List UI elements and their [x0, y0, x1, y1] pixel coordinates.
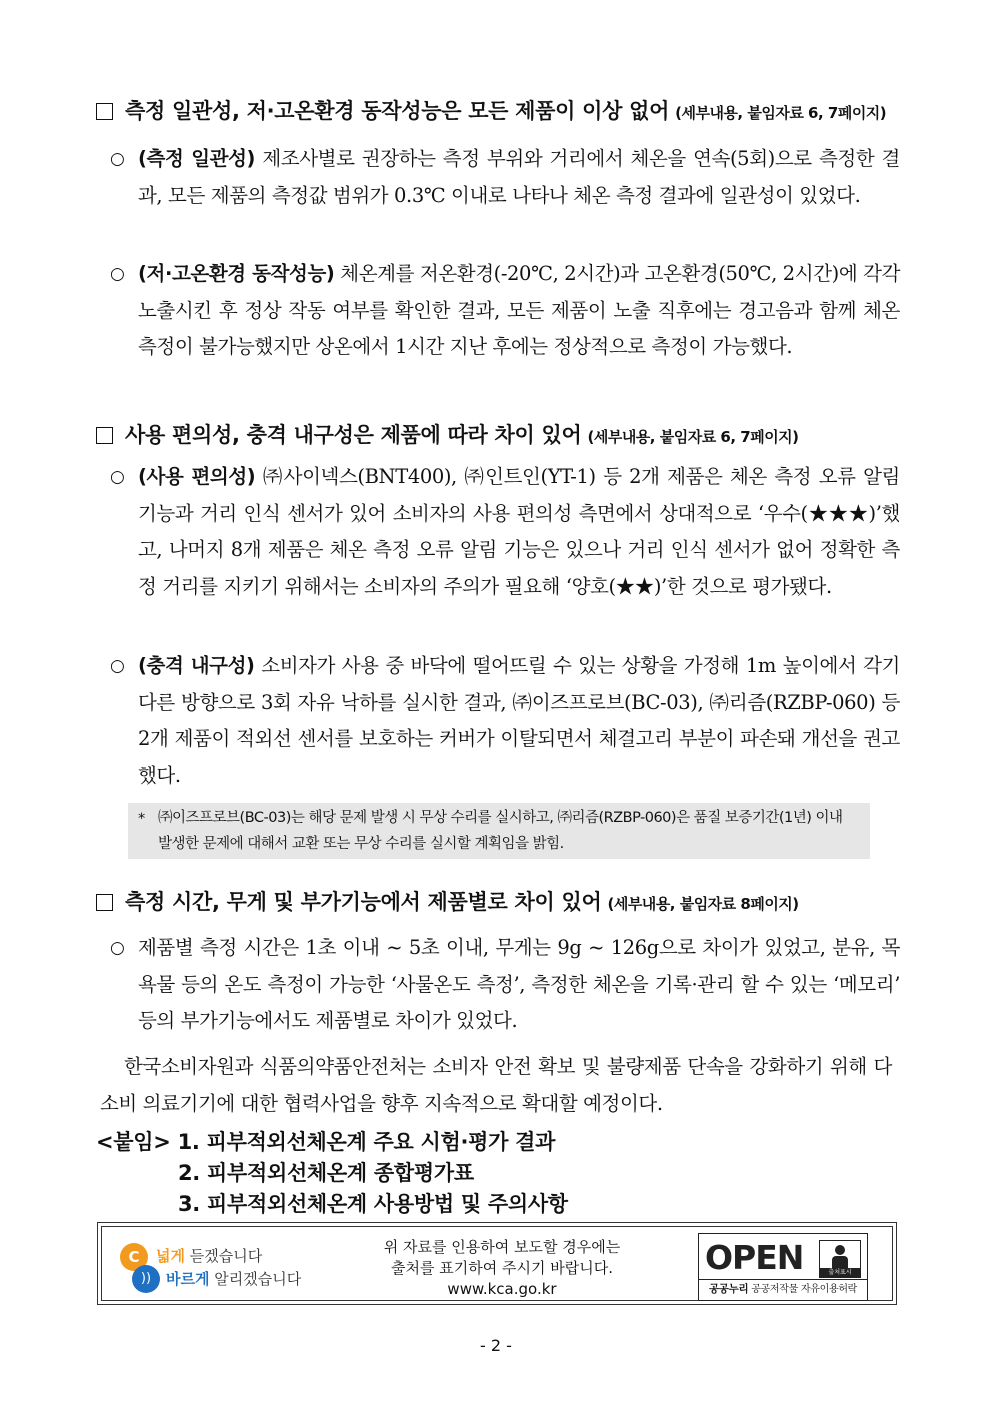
- bullet-item: [110, 256, 900, 366]
- checkbox-square-icon: [96, 103, 113, 120]
- blue-speaker-logo-icon: )): [132, 1265, 160, 1293]
- attachment-item: 3. 피부적외선체온계 사용방법 및 주의사항: [178, 1192, 568, 1216]
- footer-inner-border: [101, 1226, 893, 1301]
- circle-bullet-icon: ○: [110, 264, 125, 284]
- bullet-text: 제조사별로 권장하는 측정 부위와 거리에서 체온을 연속(5회)으로 측정한 결과, 모든 제품의 측정값 범위가 0.3℃ 이내로 나타나 체온 측정 결과에 일관성이 있었다.: [138, 147, 900, 207]
- bullet-item: [110, 930, 900, 1040]
- page-number: - 2 -: [480, 1336, 512, 1355]
- closing-paragraph: 한국소비자원과 식품의약품안전처는 소비자 안전 확보 및 불량제품 단속을 강화하기 위해 다소비 의료기기에 대한 협력사업을 향후 지속적으로 확대할 예정이다.: [100, 1055, 892, 1115]
- section-ref: (세부내용, 붙임자료 8페이지): [607, 895, 799, 913]
- circle-bullet-icon: ○: [110, 149, 125, 169]
- bullet-lead: (측정 일관성): [138, 147, 256, 170]
- kogl-open-license-badge: [698, 1233, 868, 1301]
- section-heading: 측정 일관성, 저·고온환경 동작성능은 모든 제품이 이상 없어 (세부내용, 붙임자료 6, 7페이지): [96, 95, 902, 125]
- open-word: OPEN: [705, 1238, 804, 1277]
- bullet-text: 체온계를 저온환경(-20℃, 2시간)과 고온환경(50℃, 2시간)에 각각 노출시킨 후 정상 작동 여부를 확인한 결과, 모든 제품이 노출 직후에는 경고음과 함께 체온 측정이 불가능했지만 상온에서 1시간 지난 후에는 정상적으로 측정이 가능했다.: [138, 262, 901, 358]
- bullet-text: 소비자가 사용 중 바닥에 떨어뜨릴 수 있는 상황을 가정해 1m 높이에서 각기 다른 방향으로 3회 자유 낙하를 실시한 결과, ㈜이즈프로브(BC-03), ㈜리즘(RZBP-060) 등 2개 제품이 적외선 센서를 보호하는 커버가 이탈되면서 체결고리 부분이 파손돼 개선을 권고했다.: [138, 654, 900, 787]
- bullet-text: 제품별 측정 시간은 1초 이내 ~ 5초 이내, 무게는 9g ~ 126g으로 차이가 있었고, 분유, 목욕물 등의 온도 측정이 가능한 ‘사물온도 측정’, 측정한 체온을 기록·관리 할 수 있는 ‘메모리’ 등의 부가기능에서도 제품별로 차이가 있었다.: [138, 936, 900, 1032]
- section-heading: 사용 편의성, 충격 내구성은 제품에 따라 차이 있어 (세부내용, 붙임자료 6, 7페이지): [96, 419, 902, 449]
- attribution-person-icon: 출처표시: [819, 1240, 861, 1278]
- checkbox-square-icon: [96, 894, 113, 911]
- bullet-item: [110, 141, 900, 214]
- checkbox-square-icon: [96, 427, 113, 444]
- circle-bullet-icon: ○: [110, 656, 125, 676]
- section-ref: (세부내용, 붙임자료 6, 7페이지): [587, 428, 799, 446]
- asterisk-mark: *: [138, 811, 145, 827]
- kca-slogan-logo: C )) 넓게 듣겠습니다 바르게 알리겠습니다: [120, 1241, 320, 1293]
- footer-box: [97, 1222, 897, 1305]
- license-text: 공공누리 공공저작물 자유이용허락: [699, 1279, 867, 1300]
- circle-bullet-icon: ○: [110, 467, 125, 487]
- attachment-item: 1. 피부적외선체온계 주요 시험·평가 결과: [177, 1130, 556, 1154]
- footnote-box: [128, 803, 870, 859]
- section-ref: (세부내용, 붙임자료 6, 7페이지): [675, 104, 887, 122]
- bullet-text: ㈜사이넥스(BNT400), ㈜인트인(YT-1) 등 2개 제품은 체온 측정 오류 알림 기능과 거리 인식 센서가 있어 소비자의 사용 편의성 측면에서 상대적으로 ‘우수(★★★)’했고, 나머지 8개 제품은 체온 측정 오류 알림 기능은 있으나 거리 인식 센서가 없어 정확한 측정 거리를 지키기 위해서는 소비자의 주의가 필요해 ‘양호(★★)’한 것으로 평가됐다.: [138, 465, 900, 598]
- bullet-lead: (사용 편의성): [138, 465, 256, 488]
- attachment-item: 2. 피부적외선체온계 종합평가표: [178, 1161, 474, 1185]
- footnote-text: ㈜이즈프로브(BC-03)는 해당 문제 발생 시 무상 수리를 실시하고, ㈜리즘(RZBP-060)은 품질 보증기간(1년) 이내 발생한 문제에 대해서 교환 또는 무상 수리를 실시할 계획임을 밝힘.: [158, 810, 843, 852]
- bullet-item: [110, 648, 900, 794]
- orange-c-logo-icon: C: [120, 1243, 148, 1271]
- bullet-lead: (충격 내구성): [138, 654, 255, 677]
- section-heading: 측정 시간, 무게 및 부가기능에서 제품별로 차이 있어 (세부내용, 붙임자료 8페이지): [96, 886, 902, 916]
- bullet-item: [110, 459, 900, 605]
- website-link[interactable]: www.kca.go.kr: [447, 1280, 557, 1298]
- bullet-lead: (저·고온환경 동작성능): [138, 262, 335, 285]
- attachment-label: <붙임>: [96, 1130, 171, 1154]
- citation-notice: 위 자료를 인용하여 보도할 경우에는 출처를 표기하여 주시기 바랍니다. www.kca.go.kr: [357, 1237, 647, 1300]
- attachment-list: [96, 1127, 568, 1220]
- circle-bullet-icon: ○: [110, 938, 125, 958]
